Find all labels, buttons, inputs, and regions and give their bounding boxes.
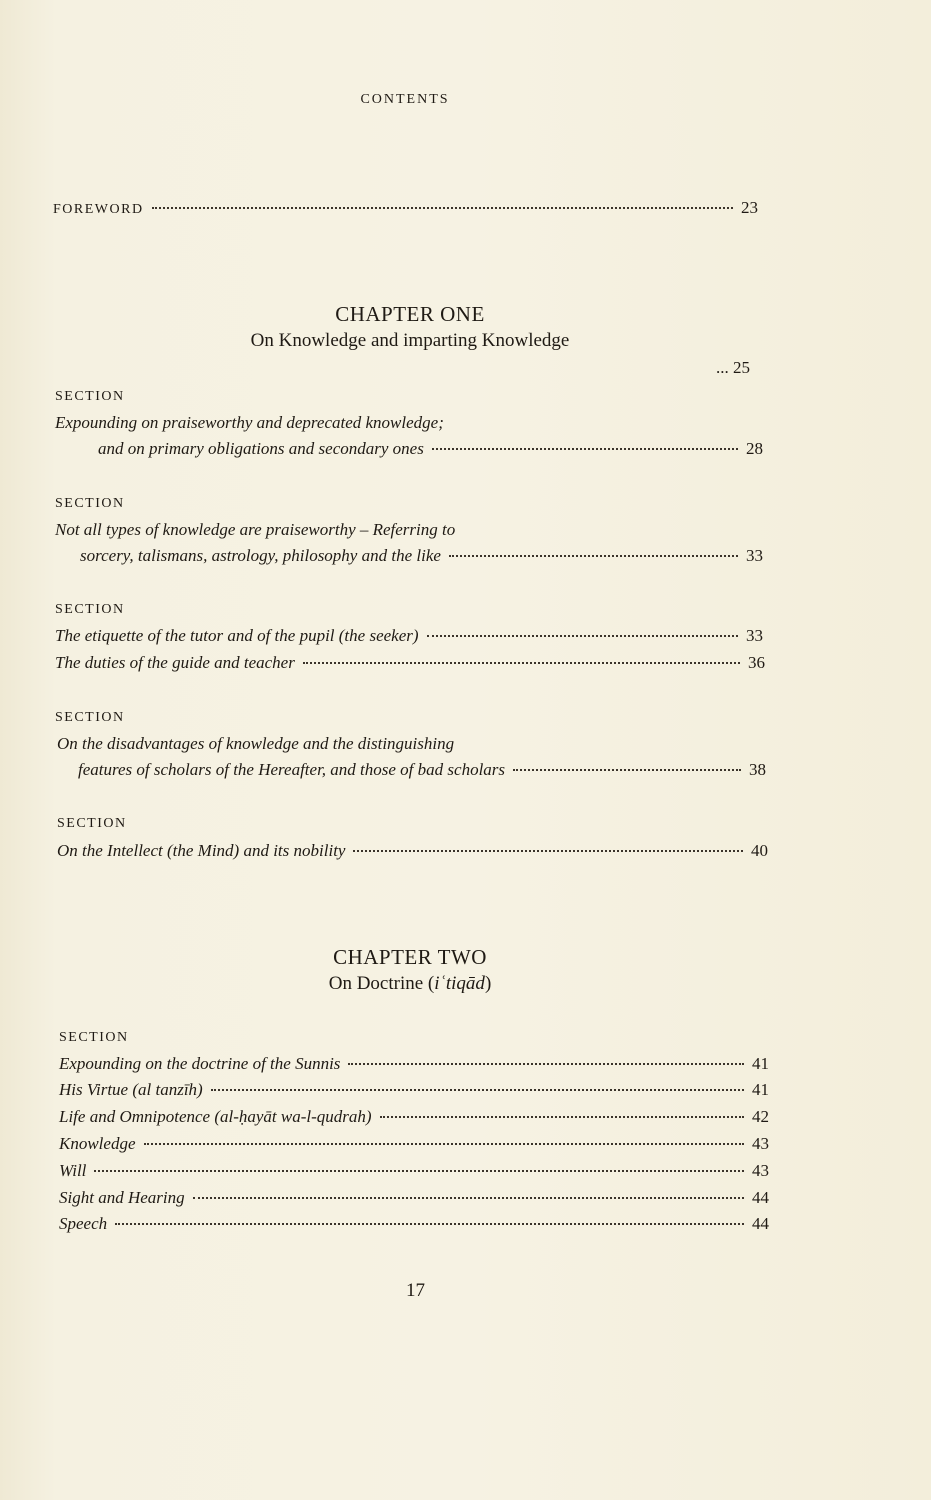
section-label: SECTION — [57, 816, 127, 831]
toc-entry — [55, 653, 765, 673]
leader-dots — [380, 1116, 744, 1118]
toc-entry-text: Knowledge — [59, 1134, 136, 1153]
page-number: 33 — [746, 546, 763, 565]
leader-dots — [353, 850, 743, 852]
page-number: 28 — [746, 439, 763, 458]
leader-dots — [449, 555, 738, 557]
subtitle-suffix: ) — [484, 973, 492, 994]
chapter-one-page: ... 25 — [716, 358, 750, 377]
toc-entry — [57, 841, 768, 861]
chapter-one-title: CHAPTER ONE — [335, 302, 485, 326]
section-label: SECTION — [55, 602, 125, 617]
page-number: 44 — [752, 1188, 769, 1207]
subtitle-term: iʿtiqād — [434, 973, 485, 994]
page-number: 41 — [752, 1054, 769, 1073]
leader-dots — [193, 1197, 744, 1199]
toc-entry — [55, 626, 763, 646]
page-number: 36 — [748, 653, 765, 672]
toc-entry — [59, 1054, 769, 1074]
toc-entry-text: Sight and Hearing — [59, 1188, 185, 1207]
page-number: 44 — [752, 1214, 769, 1233]
toc-entry — [59, 1080, 769, 1100]
toc-entry — [78, 760, 766, 780]
leader-dots — [115, 1223, 744, 1225]
page-number: 43 — [752, 1161, 769, 1180]
toc-entry-line: Not all types of knowledge are praiseworthy – Referring to — [55, 520, 456, 539]
leader-dots — [427, 635, 738, 637]
leader-dots — [211, 1089, 744, 1091]
toc-entry-text: Expounding on the doctrine of the Sunnis — [59, 1054, 341, 1073]
toc-entry-text: The etiquette of the tutor and of the pupil (the seeker) — [55, 626, 419, 645]
toc-entry — [59, 1161, 769, 1181]
toc-entry-line: Expounding on praiseworthy and deprecated knowledge; — [55, 413, 444, 432]
page-number: 41 — [752, 1080, 769, 1099]
toc-entry — [59, 1134, 769, 1154]
chapter-one-subtitle: On Knowledge and imparting Knowledge — [250, 330, 570, 351]
toc-entry — [59, 1107, 769, 1127]
chapter-two-title: CHAPTER TWO — [333, 945, 487, 969]
toc-entry-text: The duties of the guide and teacher — [55, 653, 295, 672]
toc-entry — [98, 439, 763, 459]
toc-entry-text: Will — [59, 1161, 87, 1180]
toc-entry-text: and on primary obligations and secondary ones — [98, 439, 424, 458]
toc-entry-text: sorcery, talismans, astrology, philosophy and the like — [80, 546, 441, 565]
page-number: 40 — [751, 841, 768, 860]
toc-entry-text: features of scholars of the Hereafter, and those of bad scholars — [78, 760, 506, 779]
page-number: 42 — [752, 1107, 769, 1126]
page-number: 43 — [752, 1134, 769, 1153]
toc-entry-line: On the disadvantages of knowledge and the distinguishing — [57, 734, 455, 753]
leader-dots — [152, 207, 733, 209]
section-label: SECTION — [55, 389, 125, 404]
section-label: SECTION — [55, 496, 125, 511]
page-number: 38 — [749, 760, 766, 779]
toc-entry-text: Speech — [59, 1214, 108, 1233]
toc-entry — [80, 546, 763, 566]
section-label: SECTION — [55, 710, 125, 725]
section-label: SECTION — [59, 1030, 129, 1045]
toc-entry — [59, 1214, 769, 1234]
page-title: CONTENTS — [360, 92, 450, 107]
leader-dots — [432, 448, 738, 450]
toc-entry-foreword — [53, 198, 758, 218]
leader-dots — [513, 769, 741, 771]
leader-dots — [348, 1063, 744, 1065]
subtitle-prefix: On Doctrine ( — [328, 973, 435, 994]
leader-dots — [94, 1170, 744, 1172]
toc-entry-text: Life and Omnipotence (al-ḥayāt wa-l-qudrah) — [59, 1107, 372, 1126]
leader-dots — [144, 1143, 745, 1145]
foreword-label: FOREWORD — [53, 202, 144, 217]
chapter-two-subtitle — [0, 973, 820, 995]
leader-dots — [303, 662, 740, 664]
toc-entry — [59, 1188, 769, 1208]
page-number: 33 — [746, 626, 763, 645]
toc-entry-text: On the Intellect (the Mind) and its nobility — [57, 841, 346, 860]
page-number: 23 — [741, 198, 758, 217]
toc-entry-text: His Virtue (al tanzīh) — [59, 1080, 203, 1099]
page-folio: 17 — [406, 1280, 425, 1301]
